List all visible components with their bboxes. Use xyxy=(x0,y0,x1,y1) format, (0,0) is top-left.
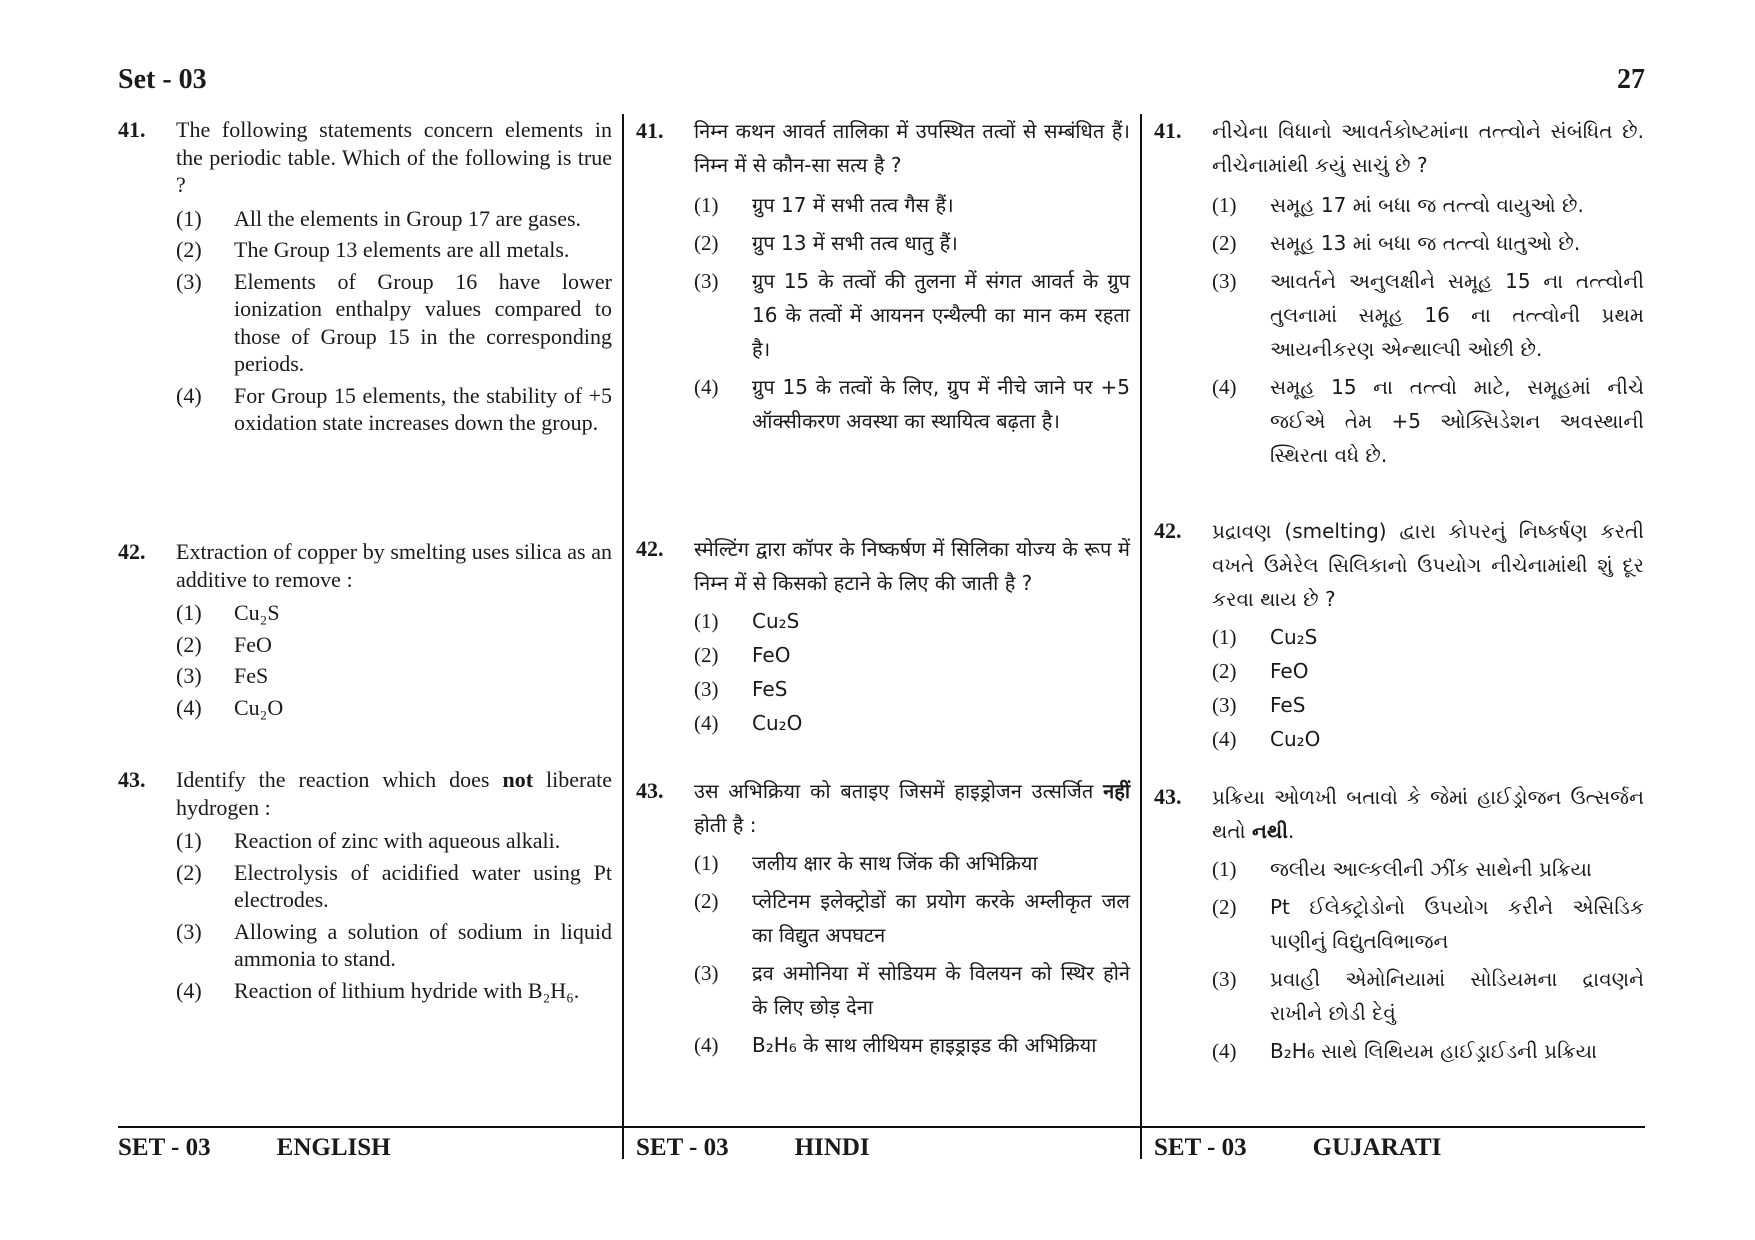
option-4[interactable] xyxy=(176,694,612,722)
option-1[interactable] xyxy=(1212,620,1644,654)
option-3[interactable] xyxy=(694,672,1130,706)
option-number: (1) xyxy=(694,851,719,875)
option-text: જલીય આલ્કલીની ઝીંક સાથેની પ્રક્રિયા xyxy=(1270,857,1592,881)
option-number: (2) xyxy=(176,237,202,262)
option-text: FeO xyxy=(1270,659,1309,683)
option-number: (3) xyxy=(1212,967,1237,991)
option-number: (2) xyxy=(1212,895,1237,919)
option-number: (1) xyxy=(694,609,719,633)
question-42-hindi xyxy=(636,532,1130,740)
footer-rule xyxy=(118,1126,1645,1128)
option-number: (4) xyxy=(176,382,202,408)
footer-language-label: HINDI xyxy=(794,1134,870,1161)
option-number: (4) xyxy=(176,977,202,1003)
option-number: (2) xyxy=(694,643,719,667)
option-1[interactable] xyxy=(694,846,1130,880)
option-1[interactable] xyxy=(176,599,612,627)
option-number: (2) xyxy=(176,859,202,885)
option-text: પ્રવાહી એમોનિયામાં સોડિયમના દ્રાવણને રાખીને છોડી દેવું xyxy=(1270,967,1644,1025)
question-41-hindi xyxy=(636,114,1130,438)
question-text: The following statements concern elements in the periodic table. Which of the following is true ? xyxy=(176,117,612,197)
footer-hindi xyxy=(636,1134,870,1162)
option-3[interactable] xyxy=(1212,688,1644,722)
option-1[interactable] xyxy=(694,188,1130,222)
option-text: B₂H₆ સાથે લિથિયમ હાઈડ્રાઈડની પ્રક્રિયા xyxy=(1270,1039,1598,1063)
question-number: 42. xyxy=(1154,518,1182,543)
option-text: Reaction of zinc with aqueous alkali. xyxy=(234,828,561,853)
option-2[interactable] xyxy=(694,226,1130,260)
option-number: (4) xyxy=(1212,375,1237,399)
footer-language-label: ENGLISH xyxy=(276,1134,391,1161)
option-number: (1) xyxy=(176,828,202,853)
column-divider-left xyxy=(622,114,624,1159)
question-42-english xyxy=(118,538,612,721)
question-text xyxy=(694,774,1130,842)
option-text: Pt ઈલેક્ટ્રોડોનો ઉપયોગ કરીને એસિડિક પાણીનું વિદ્યુતવિભાજન xyxy=(1270,895,1644,953)
option-4[interactable] xyxy=(176,382,612,437)
option-text: For Group 15 elements, the stability of +5 oxidation state increases down the group. xyxy=(234,382,612,435)
question-number: 42. xyxy=(118,539,146,564)
option-3[interactable] xyxy=(694,264,1130,366)
option-number: (1) xyxy=(176,205,202,231)
page-header xyxy=(118,64,1645,104)
option-text: FeO xyxy=(234,631,272,657)
option-2[interactable] xyxy=(1212,890,1644,958)
question-43-hindi xyxy=(636,774,1130,1062)
option-4[interactable] xyxy=(694,1028,1130,1062)
option-number: (1) xyxy=(1212,625,1237,649)
option-text: સમૂહ 15 ના તત્ત્વો માટે, સમૂહમાં નીચે જઈએ તેમ +5 ઓક્સિડેશન અવસ્થાની સ્થિરતા વધે છે. xyxy=(1270,375,1644,467)
option-3[interactable] xyxy=(176,662,612,690)
question-43-english xyxy=(118,766,612,1004)
question-41-gujarati xyxy=(1154,114,1644,472)
option-1[interactable] xyxy=(176,827,612,855)
option-4[interactable] xyxy=(1212,1034,1644,1068)
footer-set-label: SET - 03 xyxy=(1154,1134,1247,1161)
question-number: 43. xyxy=(1154,784,1182,809)
set-title: Set - 03 xyxy=(118,64,207,95)
option-1[interactable] xyxy=(1212,188,1644,222)
question-number: 42. xyxy=(636,536,664,561)
option-number: (3) xyxy=(1212,693,1237,717)
option-text: प्लेटिनम इलेक्ट्रोडों का प्रयोग करके अम्लीकृत जल का विद्युत अपघटन xyxy=(752,889,1130,947)
option-text: FeS xyxy=(234,663,269,688)
question-text-part: liberate hydrogen : xyxy=(176,767,612,820)
question-emphasis: નથી xyxy=(1251,819,1288,843)
footer-set-label: SET - 03 xyxy=(636,1134,729,1161)
option-1[interactable] xyxy=(176,205,612,233)
footer-set-label: SET - 03 xyxy=(118,1134,211,1161)
option-4[interactable] xyxy=(694,706,1130,740)
option-1[interactable] xyxy=(1212,852,1644,886)
option-text: FeS xyxy=(1270,693,1306,717)
question-text xyxy=(176,766,612,821)
option-2[interactable] xyxy=(694,638,1130,672)
option-text: जलीय क्षार के साथ जिंक की अभिक्रिया xyxy=(752,851,1038,875)
option-3[interactable] xyxy=(1212,962,1644,1030)
option-number: (2) xyxy=(176,631,202,657)
option-3[interactable] xyxy=(1212,264,1644,366)
option-number: (3) xyxy=(694,961,719,985)
option-text: द्रव अमोनिया में सोडियम के विलयन को स्थिर होने के लिए छोड़ देना xyxy=(752,961,1130,1019)
option-number: (2) xyxy=(694,889,719,913)
option-text: Reaction of lithium hydride with B₂H₆. xyxy=(234,977,580,1003)
option-2[interactable] xyxy=(176,631,612,659)
question-emphasis: नहीं xyxy=(1103,779,1130,803)
option-number: (4) xyxy=(694,1033,719,1057)
question-text: પ્રદ્રાવણ (smelting) દ્વારા કોપરનું નિષ્કર્ષણ કરતી વખતે ઉમેરેલ સિલિકાનો ઉપયોગ નીચેનામાંથી શું દૂર કરવા થાય છે ? xyxy=(1212,519,1644,611)
footer-english xyxy=(118,1134,391,1162)
question-text-part: . xyxy=(1287,819,1295,843)
question-42-gujarati xyxy=(1154,514,1644,756)
option-3[interactable] xyxy=(176,268,612,378)
option-text: FeO xyxy=(752,643,791,667)
option-text: Cu₂S xyxy=(752,609,800,633)
option-text: ग्रुप 17 में सभी तत्व गैस हैं। xyxy=(752,193,954,217)
option-number: (1) xyxy=(694,193,719,217)
question-text-part: Identify the reaction which does xyxy=(176,767,503,792)
option-text: ग्रुप 15 के तत्वों के लिए, ग्रुप में नीचे जाने पर +5 ऑक्सीकरण अवस्था का स्थायित्व बढ़ता है। xyxy=(752,375,1130,433)
question-text xyxy=(1212,780,1644,848)
option-number: (4) xyxy=(1212,1039,1237,1063)
option-number: (4) xyxy=(1212,727,1237,751)
option-2[interactable] xyxy=(1212,226,1644,260)
hindi-column xyxy=(636,114,1130,1124)
option-number: (3) xyxy=(176,663,202,688)
option-text: Allowing a solution of sodium in liquid ammonia to stand. xyxy=(234,918,612,971)
question-number: 43. xyxy=(636,778,664,803)
option-text: સમૂહ 17 માં બધા જ તત્ત્વો વાયુઓ છે. xyxy=(1270,193,1584,217)
question-text-part: उस अभिक्रिया को बताइए जिसमें हाइड्रोजन उत्सर्जित xyxy=(694,779,1104,803)
option-3[interactable] xyxy=(176,918,612,973)
question-text-part: પ્રક્રિયા ઓળખી બતાવો કે જેમાં હાઈડ્રોજન ઉત્સર્જન થતો xyxy=(1212,785,1644,843)
question-text: निम्न कथन आवर्त तालिका में उपस्थित तत्वों से सम्बंधित हैं। निम्न में से कौन-सा सत्य है ? xyxy=(694,119,1130,177)
option-2[interactable] xyxy=(1212,654,1644,688)
question-text: Extraction of copper by smelting uses silica as an additive to remove : xyxy=(176,539,612,592)
option-text: Cu₂O xyxy=(234,694,284,720)
option-text: All the elements in Group 17 are gases. xyxy=(234,205,582,231)
column-divider-right xyxy=(1140,114,1142,1159)
option-number: (3) xyxy=(694,269,719,293)
option-number: (3) xyxy=(694,677,719,701)
option-1[interactable] xyxy=(694,604,1130,638)
option-2[interactable] xyxy=(176,859,612,914)
option-number: (2) xyxy=(1212,659,1237,683)
option-number: (3) xyxy=(176,268,202,294)
question-number: 41. xyxy=(636,118,664,143)
question-text: નીચેના વિધાનો આવર્તકોષ્ટમાંના તત્ત્વોને સંબંધિત છે. નીચેનામાંથી કયું સાચું છે ? xyxy=(1212,119,1644,177)
option-3[interactable] xyxy=(694,956,1130,1024)
page-number: 27 xyxy=(1617,64,1645,95)
option-number: (4) xyxy=(176,694,202,720)
option-number: (1) xyxy=(176,600,202,625)
question-41-english xyxy=(118,116,612,437)
footer-language-label: GUJARATI xyxy=(1312,1134,1442,1161)
option-text: આવર્તને અનુલક્ષીને સમૂહ 15 ના તત્ત્વોની તુલનામાં સમૂહ 16 ના તત્ત્વોની પ્રથમ આયનીકરણ એન્થાલ્પી ઓછી છે. xyxy=(1270,269,1644,361)
question-number: 41. xyxy=(1154,118,1182,143)
question-number: 43. xyxy=(118,767,146,792)
option-number: (1) xyxy=(1212,857,1237,881)
option-number: (4) xyxy=(694,375,719,399)
option-4[interactable] xyxy=(1212,722,1644,756)
question-43-gujarati xyxy=(1154,780,1644,1068)
option-number: (4) xyxy=(694,711,719,735)
option-4[interactable] xyxy=(1212,370,1644,472)
option-text: સમૂહ 13 માં બધા જ તત્ત્વો ધાતુઓ છે. xyxy=(1270,231,1581,255)
question-text: स्मेल्टिंग द्वारा कॉपर के निष्कर्षण में सिलिका योज्य के रूप में निम्न में से किसको हटाने के लिए की जाती है ? xyxy=(694,537,1130,595)
option-2[interactable] xyxy=(694,884,1130,952)
question-number: 41. xyxy=(118,117,146,142)
option-2[interactable] xyxy=(176,236,612,264)
option-text: Elements of Group 16 have lower ionization enthalpy values compared to those of Group 15 in the corresponding periods. xyxy=(234,268,612,376)
option-number: (3) xyxy=(176,918,202,944)
option-text: Cu₂S xyxy=(234,600,280,625)
option-text: ग्रुप 15 के तत्वों की तुलना में संगत आवर्त के ग्रुप 16 के तत्वों में आयनन एन्थैल्पी का मान कम रहता है। xyxy=(752,269,1130,361)
english-column xyxy=(118,114,612,1124)
option-4[interactable] xyxy=(694,370,1130,438)
option-text: ग्रुप 13 में सभी तत्व धातु हैं। xyxy=(752,231,958,255)
option-text: Cu₂S xyxy=(1270,625,1318,649)
option-text: Cu₂O xyxy=(1270,727,1321,751)
option-text: The Group 13 elements are all metals. xyxy=(234,237,570,262)
option-number: (1) xyxy=(1212,193,1237,217)
option-text: B₂H₆ के साथ लीथियम हाइड्राइड की अभिक्रिया xyxy=(752,1033,1097,1057)
option-4[interactable] xyxy=(176,977,612,1005)
question-text-part: होती है : xyxy=(694,813,757,837)
option-number: (3) xyxy=(1212,269,1237,293)
footer-gujarati xyxy=(1154,1134,1441,1162)
option-number: (2) xyxy=(694,231,719,255)
option-text: Cu₂O xyxy=(752,711,803,735)
option-text: Electrolysis of acidified water using Pt electrodes. xyxy=(234,859,612,912)
option-number: (2) xyxy=(1212,231,1237,255)
option-text: FeS xyxy=(752,677,788,701)
gujarati-column xyxy=(1154,114,1644,1124)
question-emphasis: not xyxy=(502,767,534,792)
